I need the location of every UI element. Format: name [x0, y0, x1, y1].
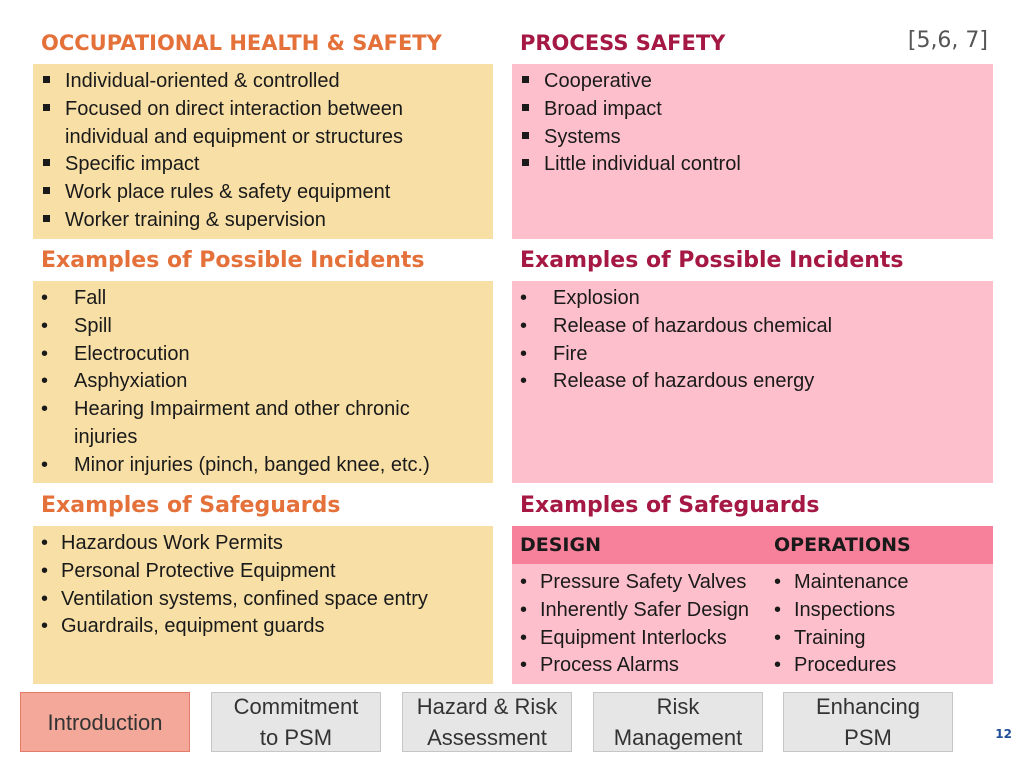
nav-button-enhancing[interactable]: Enhancing PSM — [783, 692, 953, 752]
list-item: • Process Alarms — [520, 652, 770, 680]
list-item: • Inherently Safer Design — [520, 597, 770, 625]
ps-traits-box — [512, 64, 993, 239]
list-item: • Ventilation systems, confined space entry — [41, 586, 485, 614]
reference-citation: [5,6, 7] — [907, 28, 988, 53]
list-item: • Hazardous Work Permits — [41, 530, 485, 558]
list-item: • Procedures — [774, 652, 989, 680]
ps-incidents-box — [512, 281, 993, 483]
ohs-incidents-list — [41, 285, 485, 480]
page-number: 12 — [995, 727, 1012, 741]
ps-incidents-list — [520, 285, 985, 396]
list-item: • Electrocution — [41, 341, 485, 369]
ohs-safeguards-heading: Examples of Safeguards — [41, 493, 341, 518]
nav-button-commitment[interactable]: Commitment to PSM — [211, 692, 381, 752]
list-item: • Maintenance — [774, 569, 989, 597]
list-item: Little individual control — [520, 151, 985, 179]
operations-list — [774, 569, 989, 680]
ps-title: PROCESS SAFETY — [520, 31, 726, 55]
list-item: • Minor injuries (pinch, banged knee, etc.) — [41, 452, 485, 480]
list-item: Worker training & supervision — [41, 207, 485, 235]
list-item: Work place rules & safety equipment — [41, 179, 485, 207]
design-column — [520, 569, 770, 680]
list-item: • Fall — [41, 285, 485, 313]
list-item: • Personal Protective Equipment — [41, 558, 485, 586]
list-item: • Fire — [520, 341, 985, 369]
list-item: • Asphyxiation — [41, 368, 485, 396]
ps-traits-list — [520, 68, 985, 179]
list-item: • Inspections — [774, 597, 989, 625]
list-item: Individual-oriented & controlled — [41, 68, 485, 96]
list-item: • Pressure Safety Valves — [520, 569, 770, 597]
ohs-title: OCCUPATIONAL HEALTH & SAFETY — [41, 31, 442, 55]
list-item: • Explosion — [520, 285, 985, 313]
ohs-traits-list — [41, 68, 485, 235]
design-list — [520, 569, 770, 680]
ohs-incidents-heading: Examples of Possible Incidents — [41, 248, 425, 273]
list-item: • Hearing Impairment and other chronic injuries — [41, 396, 485, 452]
list-item: Broad impact — [520, 96, 985, 124]
list-item: • Release of hazardous energy — [520, 368, 985, 396]
list-item: Systems — [520, 124, 985, 152]
ohs-safeguards-box — [33, 526, 493, 684]
ohs-incidents-box — [33, 281, 493, 483]
operations-column-title: OPERATIONS — [774, 534, 911, 556]
list-item: • Equipment Interlocks — [520, 625, 770, 653]
ohs-traits-box — [33, 64, 493, 239]
operations-column — [774, 569, 989, 680]
list-item: Focused on direct interaction between individual and equipment or structures — [41, 96, 485, 152]
ps-safeguards-heading: Examples of Safeguards — [520, 493, 820, 518]
list-item: • Spill — [41, 313, 485, 341]
nav-button-introduction[interactable]: Introduction — [20, 692, 190, 752]
nav-button-risk-management[interactable]: Risk Management — [593, 692, 763, 752]
nav-button-hazard-risk[interactable]: Hazard & Risk Assessment — [402, 692, 572, 752]
ps-incidents-heading: Examples of Possible Incidents — [520, 248, 904, 273]
list-item: Specific impact — [41, 151, 485, 179]
design-column-title: DESIGN — [520, 534, 602, 556]
list-item: Cooperative — [520, 68, 985, 96]
list-item: • Guardrails, equipment guards — [41, 613, 485, 641]
list-item: • Training — [774, 625, 989, 653]
list-item: • Release of hazardous chemical — [520, 313, 985, 341]
ohs-safeguards-list — [41, 530, 485, 641]
